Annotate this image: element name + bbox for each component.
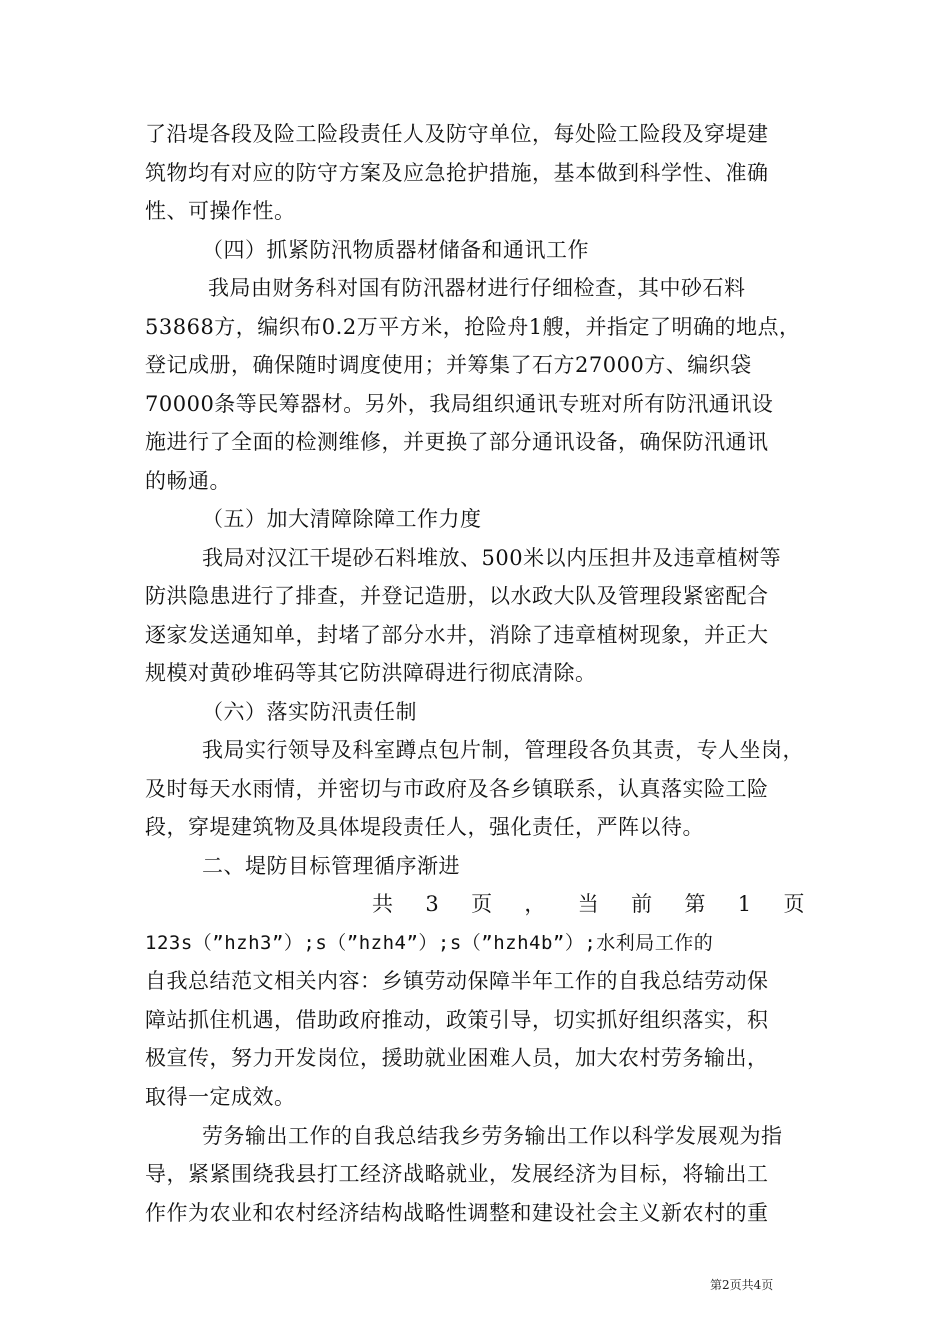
page-count-line [372, 890, 805, 918]
text-line: 防洪隐患进行了排查，并登记造册，以水政大队及管理段紧密配合 [145, 584, 769, 608]
section-heading: （四）抓紧防汛物质器材储备和通讯工作 [202, 238, 589, 262]
page-footer: 第2页共4页 [710, 1278, 774, 1292]
text-line: 70000条等民筹器材。另外，我局组织通讯专班对所有防汛通讯设 [145, 392, 774, 416]
text-line: 障站抓住机遇，借助政府推动，政策引导，切实抓好组织落实，积 [145, 1008, 769, 1032]
text-line: 了沿堤各段及险工险段责任人及防守单位，每处险工险段及穿堤建 [145, 122, 769, 146]
page-count-char: 页 [471, 892, 493, 916]
text-line: 极宣传，努力开发岗位，援助就业困难人员，加大农村劳务输出， [145, 1046, 769, 1070]
text-line: 自我总结范文相关内容：乡镇劳动保障半年工作的自我总结劳动保 [145, 969, 769, 993]
text-line: 我局对汉江干堤砂石料堆放、500米以内压担井及违章植树等 [202, 546, 782, 570]
page-count-char: 3 [425, 892, 440, 916]
text-line: 筑物均有对应的防守方案及应急抢护措施，基本做到科学性、准确 [145, 161, 769, 185]
text-line: 作作为农业和农村经济结构战略性调整和建设社会主义新农村的重 [145, 1201, 769, 1225]
text-line: 逐家发送通知单，封堵了部分水井，消除了违章植树现象，并正大 [145, 623, 769, 647]
section-heading: 二、堤防目标管理循序渐进 [202, 854, 460, 878]
text-line: 123s（”hzh3”）;s（”hzh4”）;s（”hzh4b”）;水利局工作的 [145, 932, 714, 954]
text-line: 性、可操作性。 [145, 199, 296, 223]
text-line: 取得一定成效。 [145, 1085, 296, 1109]
page-count-char: 前 [631, 892, 653, 916]
page-count-char: 1 [737, 892, 752, 916]
text-line: 劳务输出工作的自我总结我乡劳务输出工作以科学发展观为指 [202, 1124, 783, 1148]
text-line: 的畅通。 [145, 469, 231, 493]
text-line: 导，紧紧围绕我县打工经济战略就业，发展经济为目标，将输出工 [145, 1162, 769, 1186]
page-count-char: 共 [372, 892, 394, 916]
section-heading: （五）加大清障除障工作力度 [202, 507, 482, 531]
text-line: 登记成册，确保随时调度使用；并筹集了石方27000方、编织袋 [145, 353, 752, 377]
section-heading: （六）落实防汛责任制 [202, 700, 417, 724]
text-line: 及时每天水雨情，并密切与市政府及各乡镇联系，认真落实险工险 [145, 777, 769, 801]
page-count-char: 当 [577, 892, 600, 916]
text-line: 53868方，编织布0.2万平方米，抢险舟1艘，并指定了明确的地点， [145, 315, 801, 339]
text-line: 规模对黄砂堆码等其它防洪障碍进行彻底清除。 [145, 661, 597, 685]
page-count-char: 页 [783, 892, 805, 916]
text-line: 段，穿堤建筑物及具体堤段责任人，强化责任，严阵以待。 [145, 815, 704, 839]
page-count-char: ， [524, 892, 546, 916]
text-line: 我局实行领导及科室蹲点包片制，管理段各负其责，专人坐岗， [202, 738, 804, 762]
text-line: 施进行了全面的检测维修，并更换了部分通讯设备，确保防汛通讯 [145, 430, 769, 454]
text-line: 我局由财务科对国有防汛器材进行仔细检查，其中砂石料 [208, 276, 746, 300]
page-count-char: 第 [684, 892, 706, 916]
